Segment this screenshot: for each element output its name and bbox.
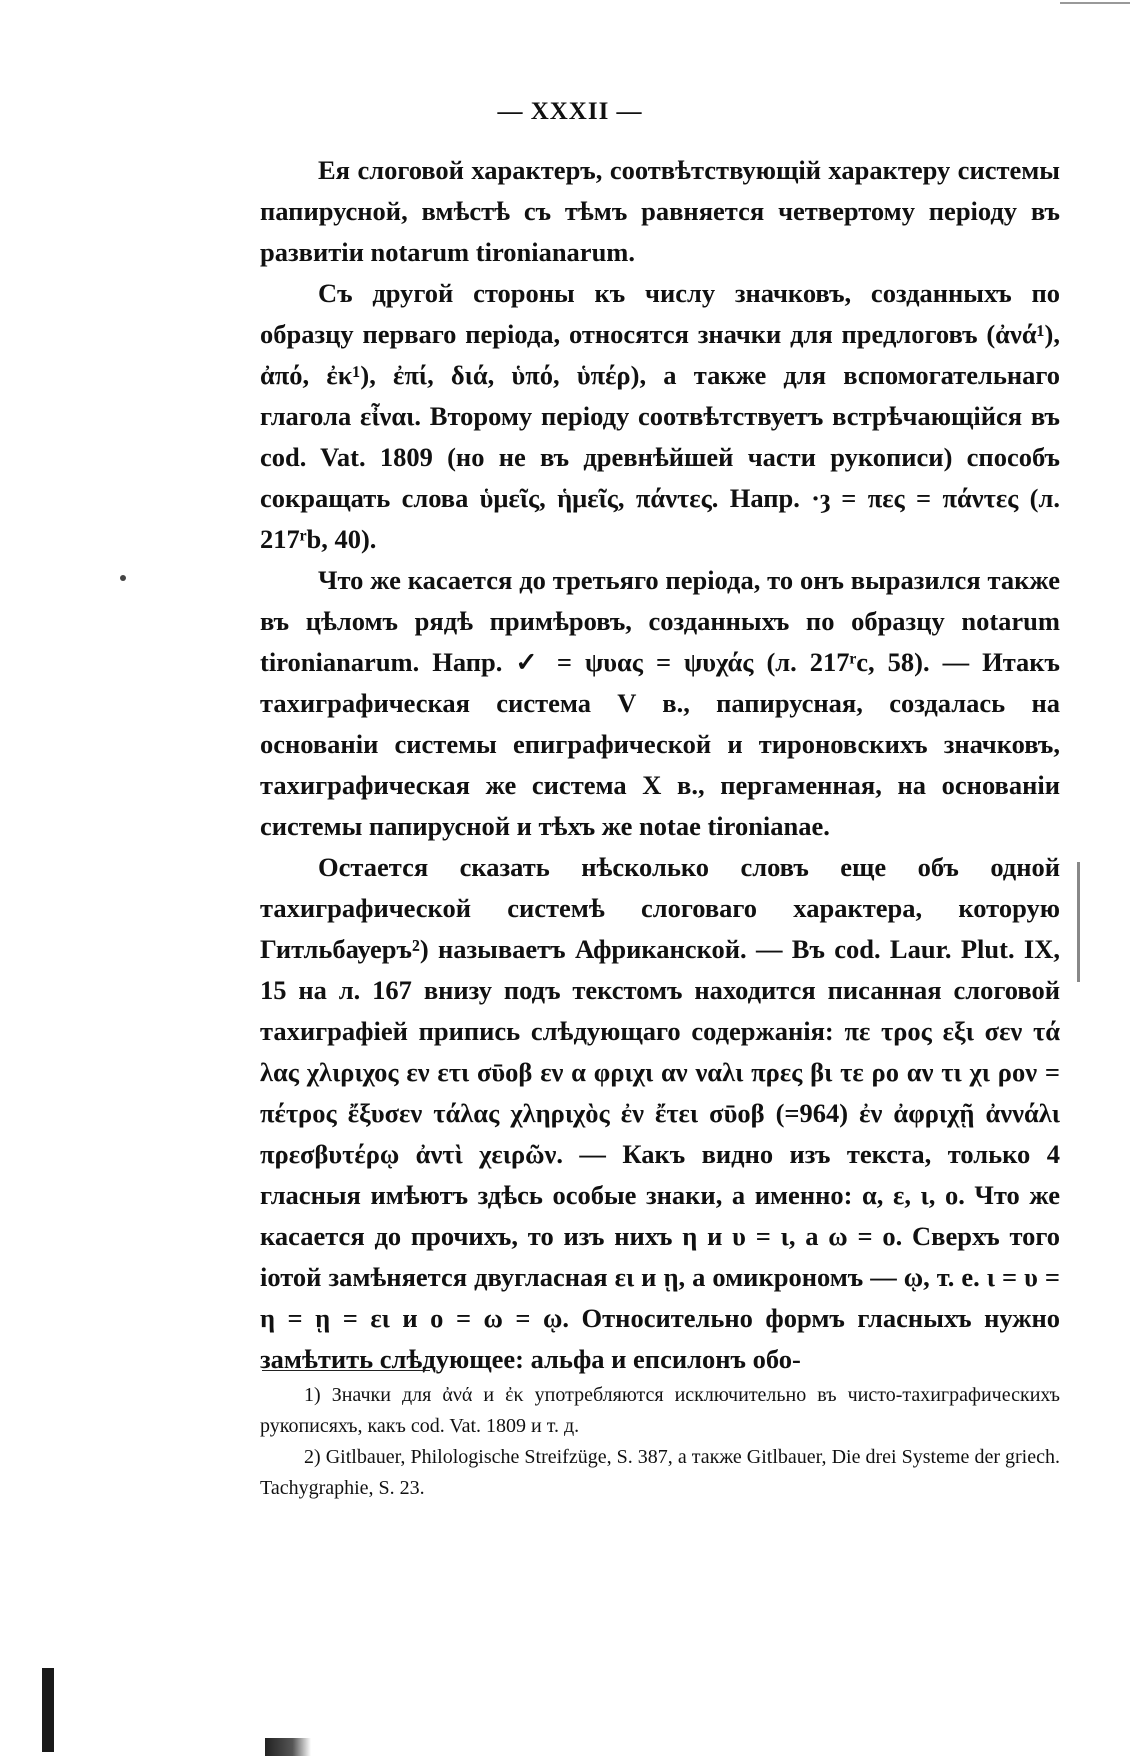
- scan-edge-mark: [1060, 2, 1130, 4]
- footnote-2: 2) Gitlbauer, Philologische Streifzüge, S. 387, а также Gitlbauer, Die drei Systeme der griech. Tachygraphie, S. 23.: [260, 1446, 1060, 1499]
- paragraph-1: Ея слоговой характеръ, соотвѣтствующій характеру системы папирусной, вмѣстѣ съ тѣмъ равняется четвертому періоду въ развитіи notarum tironianarum.: [260, 155, 1060, 267]
- paragraph-3: Что же касается до третьяго періода, то онъ выразился также въ цѣломъ рядѣ примѣровъ, созданныхъ по образцу notarum tironianarum. Напр. ✓ = ψυας = ψυχάς (л. 217ʳc, 58). — Итакъ тахиграфическая система V в., папирусная, создалась на основаніи системы епиграфической и тироновскихъ значковъ, тахиграфическая же система X в., пергаменная, на основаніи системы папирусной и тѣхъ же notae tironianae.: [260, 565, 1060, 841]
- scan-blot-left: [42, 1668, 54, 1752]
- main-text: [260, 150, 1060, 1380]
- scan-blot-bottom: [265, 1738, 311, 1756]
- footnote-divider: [262, 1370, 430, 1371]
- footnotes: [260, 1380, 1060, 1504]
- paragraph-2: Съ другой стороны къ числу значковъ, созданныхъ по образцу перваго періода, относятся значки для предлоговъ (ἀνά¹), ἀπό, ἐκ¹), ἐπί, διά, ὑπό, ὑπέρ), а также для вспомогательнаго глагола εἶναι. Второму періоду соотвѣтствуетъ встрѣчающійся въ cod. Vat. 1809 (но не въ древнѣйшей части рукописи) способъ сокращать слова ὑμεῖς, ἡμεῖς, πάντες. Напр. ·ȝ = πες = πάντες (л. 217ʳb, 40).: [260, 278, 1060, 554]
- margin-dot: [120, 575, 126, 581]
- footnote-1: 1) Значки для ἀνά и ἐκ употребляются исключительно въ чисто-тахиграфическихъ рукописяхъ, какъ cod. Vat. 1809 и т. д.: [260, 1384, 1060, 1437]
- paragraph-4: Остается сказать нѣсколько словъ еще объ одной тахиграфической системѣ слоговаго характера, которую Гитльбауеръ²) называетъ Африканской. — Въ cod. Laur. Plut. IX, 15 на л. 167 внизу подъ текстомъ находится писанная слоговой тахиграфіей припись слѣдующаго содержанія: πε τρος εξι σεν τά λας χλιριχος εν ετι σῡοβ εν α φριχι αν ναλι πρες βι τε ρο αν τι χι ρον = πέτρος ἔξυσεν τάλας χληριχὸς ἐν ἔτει σῡοβ (=964) ἐν ἀφριχῇ ἀννάλι πρεσβυτέρῳ ἀντὶ χειρῶν. — Какъ видно изъ текста, только 4 гласныя имѣютъ здѣсь особые знаки, а именно: α, ε, ι, ο. Что же касается до прочихъ, то изъ нихъ η и υ = ι, а ω = ο. Сверхъ того іотой замѣняется двугласная ει и ῃ, а омикрономъ — ῳ, т. е. ι = υ = η = ῃ = ει и ο = ω = ῳ. Относительно формъ гласныхъ нужно замѣтить слѣдующее: альфа и епсилонъ обо-: [260, 852, 1060, 1374]
- margin-line: [1077, 862, 1080, 982]
- page-number: — XXXII —: [497, 98, 643, 125]
